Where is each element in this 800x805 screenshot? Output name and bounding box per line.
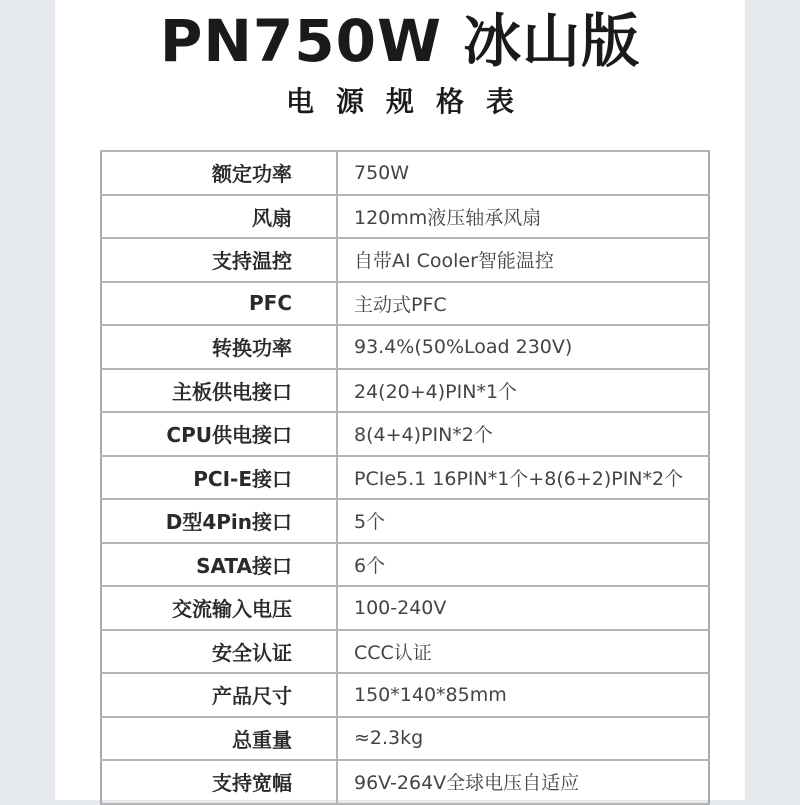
spec-value: 93.4%(50%Load 230V): [337, 325, 709, 369]
spec-value: 5个: [337, 499, 709, 543]
spec-label: 主板供电接口: [101, 369, 337, 413]
spec-sheet-subtitle: 电源规格表: [285, 85, 536, 118]
spec-row-fan: [101, 195, 709, 239]
spec-label: 总重量: [101, 717, 337, 761]
spec-label: PFC: [101, 282, 337, 326]
spec-value: 96V-264V全球电压自适应: [337, 760, 709, 804]
spec-table: [100, 150, 710, 805]
spec-row-weight: [101, 717, 709, 761]
spec-value: 750W: [337, 151, 709, 195]
spec-label: PCI-E接口: [101, 456, 337, 500]
spec-value: CCC认证: [337, 630, 709, 674]
spec-label: 转换功率: [101, 325, 337, 369]
spec-row-dimensions: [101, 673, 709, 717]
spec-label: CPU供电接口: [101, 412, 337, 456]
spec-label: 安全认证: [101, 630, 337, 674]
spec-row-rated-power: [101, 151, 709, 195]
spec-value: 150*140*85mm: [337, 673, 709, 717]
spec-value: 100-240V: [337, 586, 709, 630]
spec-row-temperature-control: [101, 238, 709, 282]
spec-row-cpu-connector: [101, 412, 709, 456]
spec-value: 自带AI Cooler智能温控: [337, 238, 709, 282]
spec-label: 支持温控: [101, 238, 337, 282]
spec-row-wide-voltage: [101, 760, 709, 804]
spec-label: SATA接口: [101, 543, 337, 587]
spec-row-safety-certification: [101, 630, 709, 674]
spec-value: 6个: [337, 543, 709, 587]
spec-label: 交流输入电压: [101, 586, 337, 630]
spec-row-pfc: [101, 282, 709, 326]
spec-row-motherboard-connector: [101, 369, 709, 413]
spec-value: 主动式PFC: [337, 282, 709, 326]
spec-row-sata: [101, 543, 709, 587]
spec-row-pcie-connector: [101, 456, 709, 500]
spec-label: 支持宽幅: [101, 760, 337, 804]
spec-value: ≈2.3kg: [337, 717, 709, 761]
spec-label: 额定功率: [101, 151, 337, 195]
spec-row-ac-input-voltage: [101, 586, 709, 630]
spec-label: 产品尺寸: [101, 673, 337, 717]
spec-sheet: [55, 0, 745, 800]
spec-label: D型4Pin接口: [101, 499, 337, 543]
spec-value: PCIe5.1 16PIN*1个+8(6+2)PIN*2个: [337, 456, 709, 500]
product-title: PN750W 冰山版: [159, 7, 641, 75]
spec-value: 24(20+4)PIN*1个: [337, 369, 709, 413]
spec-row-d-type-4pin: [101, 499, 709, 543]
spec-row-efficiency: [101, 325, 709, 369]
spec-value: 120mm液压轴承风扇: [337, 195, 709, 239]
spec-label: 风扇: [101, 195, 337, 239]
spec-value: 8(4+4)PIN*2个: [337, 412, 709, 456]
